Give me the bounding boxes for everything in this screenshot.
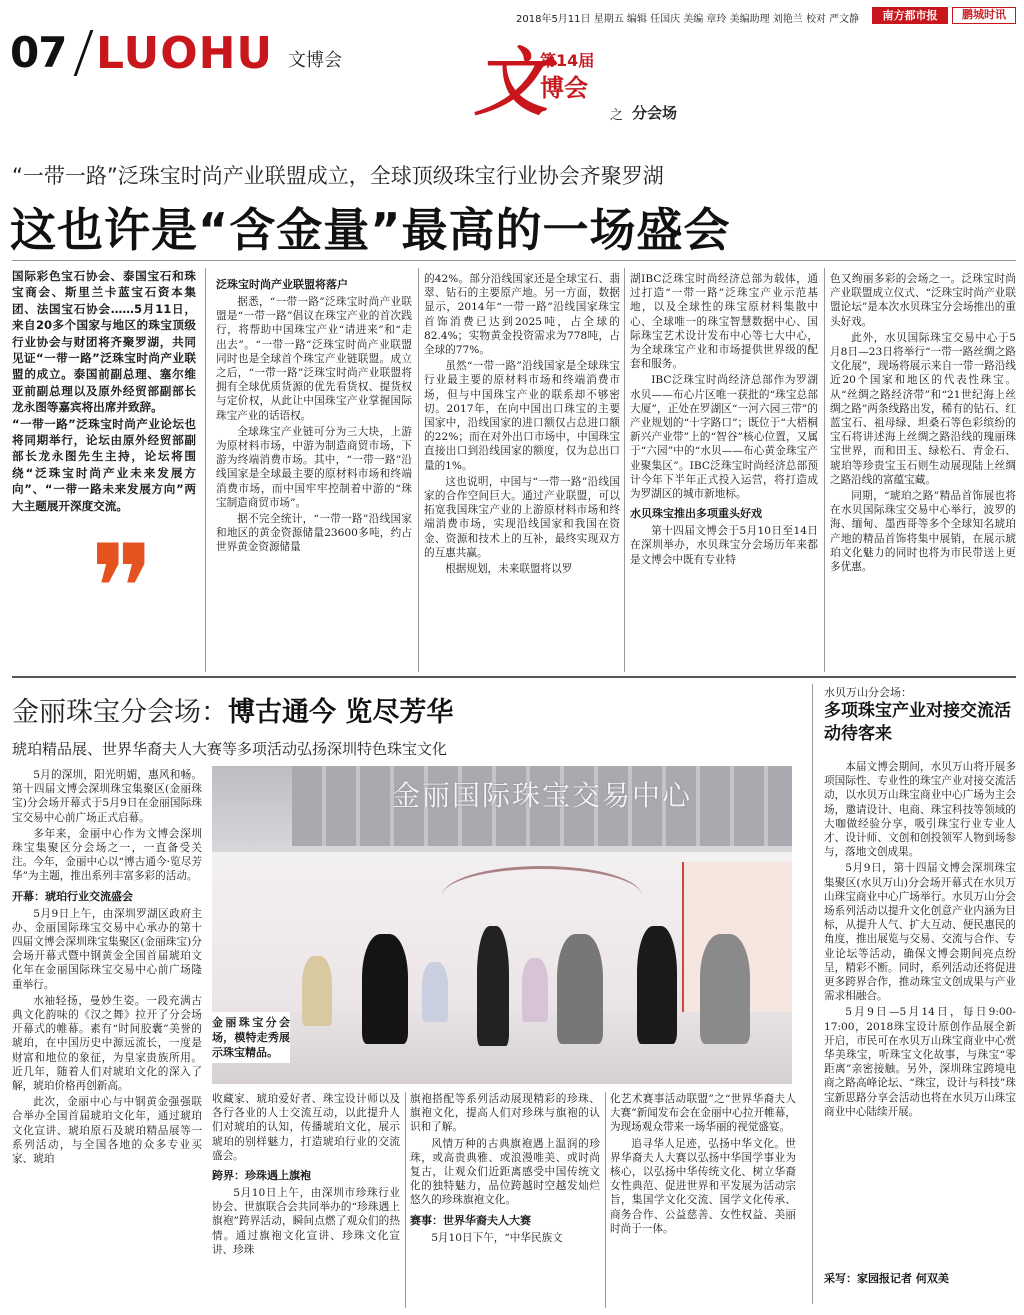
subhead: 泛珠宝时尚产业联盟将落户 [216, 278, 348, 291]
article2-headline [12, 690, 453, 729]
rule [418, 268, 419, 672]
musician-3 [522, 958, 548, 1022]
paragraph: 第十四届文博会于5月10日至14日在深圳举办，水贝珠宝分会场历年来都是文博会中既有专业特 [630, 525, 818, 566]
section-name: LUOHU [96, 28, 274, 79]
model-2 [477, 926, 509, 1046]
rule [824, 268, 825, 672]
top-info: 2018年5月11日 星期五 编辑 任国庆 美编 章玲 美编助理 刘艳兰 校对 严文静 [516, 14, 860, 25]
paragraph: 风情万种的古典旗袍遇上温润的珍珠，或高贵典雅、或浪漫唯美、或时尚复古，让观众们近距离感受中国传统文化的独特魅力，品位跨越时空越发灿烂悠久的珍珠旗袍文化。 [410, 1137, 600, 1207]
intro-para: 国际彩色宝石协会、泰国宝石和珠宝商会、斯里兰卡蓝宝石资本集团、法国宝石协会……5月11日，来自20多个国家与地区的珠宝顶级行业协会与财团将齐聚罗湖，共同见证“一带一路”泛珠宝时尚产业联盟的成立。泰国前副总理、塞尔维亚前副总理以及原外经贸部副部长龙永图等嘉宾将出席并致辞。 [12, 269, 196, 415]
paragraph: 同期，“琥珀之路”精品首饰展也将在水贝国际珠宝交易中心举行，波罗的海、缅甸、墨西哥等多个全球知名琥珀产地的精品首饰将集中展销，在展示琥珀文化魅力的同时也将为市民带送上更多优惠。 [830, 490, 1016, 574]
paragraph: 湖IBC泛珠宝时尚经济总部为载体，通过打造“一带一路”泛珠宝产业示范基地，以及全球性的珠宝原材料集散中心、全球唯一的珠宝智慧数据中心、国际珠宝艺术设计发布中心等七大中心，为全球珠宝产业和市场提供世界级的配套和服务。 [630, 273, 818, 371]
byline: 采写：家园报记者 何双美 [824, 1272, 949, 1285]
paragraph: 追寻华人足迹，弘扬中华文化。世界华裔夫人大赛以弘扬中华国学事业为核心，以弘扬中华传统文化、树立华裔女性典范、促进世界和平发展为活动宗旨，集国学文化交流、国学文化传承、商务合作、公益慈善、女性权益、美丽时尚于一体。 [610, 1137, 796, 1235]
logo-wen: 文 [474, 40, 548, 126]
article2-col4 [610, 1092, 796, 1308]
section-slash [74, 30, 94, 76]
paragraph: 水袖轻扬，曼妙生姿。一段充满古典文化韵味的《汉之舞》拉开了分会场开幕式的帷幕。素有“时间胶囊”美誉的琥珀，在中国历史中源远流长，一度是财富和地位的象征，为皇家贵族所用。近几年，随着人们对琥珀文化的深入了解，琥珀价格再创新高。 [12, 994, 202, 1093]
logo-edition: 第14届 [540, 51, 595, 70]
quote-mark-icon: ❞ [90, 520, 155, 659]
photo-caption: 金丽珠宝分会场，模特走秀展示珠宝精品。 [212, 1012, 290, 1063]
subhead: 开幕：琥珀行业交流盛会 [12, 889, 133, 903]
subhead: 赛事：世界华裔夫人大赛 [410, 1213, 531, 1227]
article1-headline: 这也许是“含金量”最高的一场盛会 [10, 203, 731, 257]
article1-col2 [216, 272, 412, 672]
musician-1 [302, 956, 332, 1026]
paragraph: 多年来，金丽中心作为文博会深圳珠宝集聚区分会场之一，一直备受关注。今年，金丽中心以“博古通今·览尽芳华”为主题，推出系列丰富多彩的活动。 [12, 827, 202, 883]
rule [624, 268, 625, 672]
logo-venue: 分会场 [632, 104, 678, 122]
article3-headline: 多项珠宝产业对接交流活动待客来 [824, 701, 1011, 744]
brand-badge: 鹏城时讯 [952, 7, 1016, 24]
paragraph: 旗袍搭配等系列活动展现精彩的珍珠、旗袍文化，提高人们对珍珠与旗袍的认识和了解。 [410, 1093, 600, 1134]
subhead: 水贝珠宝推出多项重头好戏 [630, 507, 762, 521]
headline-venue: 金丽珠宝分会场： [12, 697, 228, 728]
article1-col3 [424, 272, 620, 672]
paragraph: 本届文博会期间，水贝万山将开展多项国际性、专业性的珠宝产业对接交流活动，以水贝万山珠宝商业中心广场为主会场，邀请设计、电商、珠宝科技等领域的大咖做经验分享，吸引珠宝行业专业人才、设计师、文创和创投领军人物到场参与，落地文创成果。 [824, 761, 1016, 859]
paragraph: 虽然“一带一路”沿线国家是全球珠宝行业最主要的原材料市场和终端消费市场，但与中国珠宝产业的联系却不够密切。2017年，在向中国出口珠宝的主要国家中，沿线国家的进口额仅占总进口额的22%；而在对外出口市场中，中国珠宝直接出口到沿线国家的额度，仅为总出口量的1%。 [424, 360, 620, 472]
section-divider [12, 676, 1016, 678]
paragraph: 5月9日，第十四届文博会深圳珠宝集聚区(水贝万山)分会场开幕式在水贝万山珠宝商业中心广场举行。水贝万山分会场系列活动以提升文化创意产业内涵为目标，从提升人气、扩大互动、便民惠民的角度，推出展览与交易、交流与合作、专业论坛等活动，确保文博会期间亮点纷呈，精彩不断。同时，系列活动还将促进更多跨界合作，推动珠宝文创成果与产业需求相融合。 [824, 862, 1016, 1003]
model-3 [557, 934, 603, 1044]
paragraph: 色又绚丽多彩的会场之一。泛珠宝时尚产业联盟成立仪式、“泛珠宝时尚产业联盟论坛”是本次水贝珠宝分会场推出的重头好戏。 [830, 273, 1016, 328]
subhead: 跨界：珍珠遇上旗袍 [212, 1169, 311, 1183]
article1-col4 [630, 272, 818, 672]
article1-top-rule [12, 260, 1016, 261]
musician-2 [422, 962, 448, 1022]
article2-col2 [212, 1092, 400, 1308]
paper-badge: 南方都市报 [872, 7, 948, 24]
paragraph: 全球珠宝产业链可分为三大块，上游为原材料市场，中游为制造商贸市场，下游为终端消费市场。其中，“一带一路”沿线国家是全球最主要的原材料市场和终端消费市场，而中国牢牢控制着中游的“珠宝制造商贸市场”。 [216, 425, 412, 509]
paragraph: 此外，水贝国际珠宝交易中心于5月8日—23日将举行“一带一路丝绸之路文化展”，现场将展示来自一带一路沿线近20个国家和地区的代表性珠宝。从“丝绸之路经济带”和“21世纪海上丝绸之路”两条线路出发，稀有的钻石、红蓝宝石、祖母绿、坦桑石等色彩缤纷的宝石将讲述海上丝绸之路沿线的瑰丽珠宝世界，而和田玉、绿松石、青金石、琥珀等珍贵宝玉石则生动展现陆上丝绸之路沿线的富蕴宝藏。 [830, 331, 1016, 486]
paragraph: 根据规划，未来联盟将以罗 [445, 563, 573, 576]
model-1 [362, 934, 408, 1044]
paragraph: 据悉，“一带一路”泛珠宝时尚产业联盟是“一带一路”倡议在珠宝产业的首次践行，将帮助中国珠宝产业“请进来”和“走出去”。“一带一路”泛珠宝时尚产业联盟同时也是全球首个珠宝产业链联盟。成立之后，“一带一路”泛珠宝时尚产业联盟将拥有全球优质货源的优先看货权、提货权与定价权，从此让中国珠宝产业掌握国际珠宝产业的话语权。 [216, 296, 412, 422]
paragraph: 收藏家、琥珀爱好者、珠宝设计师以及各行各业的人士交流互动，以此提升人们对琥珀的认知，传播琥珀文化，展示琥珀的别样魅力，打造琥珀行业的交流盛会。 [212, 1093, 400, 1162]
paragraph: 化艺术赛事活动联盟”之“世界华裔夫人大赛”新闻发布会在金丽中心拉开帷幕，为现场观众带来一场华丽的视觉盛宴。 [610, 1093, 796, 1134]
paragraph: 据不完全统计，“一带一路”沿线国家和地区的黄金资源储量23600多吨，约占世界黄金资源储量 [216, 513, 412, 554]
paragraph: 此次，金丽中心与中钢黄金强强联合举办全国首届琥珀文化年，通过琥珀文化宣讲、琥珀原石及琥珀精品展等一系列活动，与全国各地的众多专业买家、琥珀 [12, 1096, 202, 1166]
page-number: 07 [10, 28, 67, 77]
rule [605, 1092, 606, 1308]
rule [812, 684, 813, 1304]
article2-subtitle: 琥珀精品展、世界华裔夫人大赛等多项活动弘扬深圳特色珠宝文化 [12, 740, 448, 758]
plum-blossom-art [442, 866, 642, 926]
article1-intro [12, 268, 196, 548]
article3-body [824, 760, 1016, 1268]
rule [205, 268, 206, 672]
article2-col1 [12, 768, 202, 1308]
article2-col3 [410, 1092, 600, 1308]
paragraph: 这也说明，中国与“一带一路”沿线国家的合作空间巨大。通过产业联盟，可以拓宽我国珠宝产业的上游原材料市场和终端消费市场，实现沿线国家和我国在资金、资源和技术上的互补，最终实现双方的互惠共赢。 [424, 475, 620, 559]
article1-col5 [830, 272, 1016, 672]
rule [405, 1092, 406, 1308]
logo-bo: 博会 [540, 74, 588, 102]
logo-zhi: 之 [610, 108, 624, 123]
paragraph: IBC泛珠宝时尚经济总部作为罗湖水贝——布心片区唯一获批的“珠宝总部大厦”，正处在罗湖区“一河六园三带”的产业规划的“十字路口”；既位于“大梧桐新兴产业带”上的“智谷”核心位置，又属于“六园”中的“水贝——布心黄金珠宝产业聚集区”。IBC泛珠宝时尚经济总部预计今年下半年正式投入运营，将打造成为罗湖区的城市新地标。 [630, 374, 818, 501]
headline-theme: 博古通今 览尽芳华 [228, 697, 454, 728]
article1-kicker: “一带一路”泛珠宝时尚产业联盟成立，全球顶级珠宝行业协会齐聚罗湖 [12, 164, 664, 188]
paragraph: 5月的深圳，阳光明媚，惠风和畅。第十四届文博会深圳珠宝集聚区(金丽珠宝)分会场开幕式于5月9日在金丽国际珠宝交易中心前广场正式启幕。 [12, 769, 202, 824]
paragraph: 5月9日—5月14日，每日9:00-17:00，2018珠宝设计原创作品展全新开启，市民可在水贝万山珠宝商业中心赏华美珠宝，听珠宝文化故事，与珠宝“零距离”亲密接触。另外，深圳珠宝跨境电商之路高峰论坛、“珠宝，设计与科技”珠宝新思路分享会活动也将在水贝万山珠宝商业中心陆续开展。 [824, 1006, 1016, 1118]
article3-kicker: 水贝万山分会场： [824, 686, 912, 699]
intro-para: “一带一路”泛珠宝时尚产业论坛也将同期举行，论坛由原外经贸部副部长龙永图先生主持，论坛将围绕“泛珠宝时尚产业未来发展方向”、“一带一路未来发展方向”两大主题展开深度交流。 [12, 416, 196, 513]
paragraph: 5月9日上午，由深圳罗湖区政府主办、金丽国际珠宝交易中心承办的第十四届文博会深圳珠宝集聚区(金丽珠宝)分会场开幕式暨中钢黄金全国首届琥珀文化年在金丽国际珠宝交易中心前广场隆重举行。 [12, 907, 202, 991]
paragraph: 的42%。部分沿线国家还是全球宝石、翡翠、钻石的主要原产地。另一方面，数据显示，2014年“一带一路”沿线国家珠宝首饰消费已达到2025吨，占全球的82.4%；实物黄金投资需求为778吨，占全球的77%。 [424, 273, 620, 357]
model-4 [637, 926, 677, 1044]
paragraph: 5月10日下午，“中华民族文 [431, 1231, 563, 1244]
photo-sign: 金丽国际珠宝交易中心 [392, 779, 693, 812]
model-5 [700, 934, 750, 1044]
wenbohui-logo [470, 28, 710, 124]
event-photo [212, 766, 792, 1084]
paragraph: 5月10日上午，由深圳市珍珠行业协会、世旗联合会共同举办的“珍珠遇上旗袍”跨界活动，瞬间点燃了观众们的热情。通过旗袍文化宣讲、珍珠文化宣讲、珍珠 [212, 1187, 400, 1256]
section-sub: 文博会 [288, 50, 342, 71]
